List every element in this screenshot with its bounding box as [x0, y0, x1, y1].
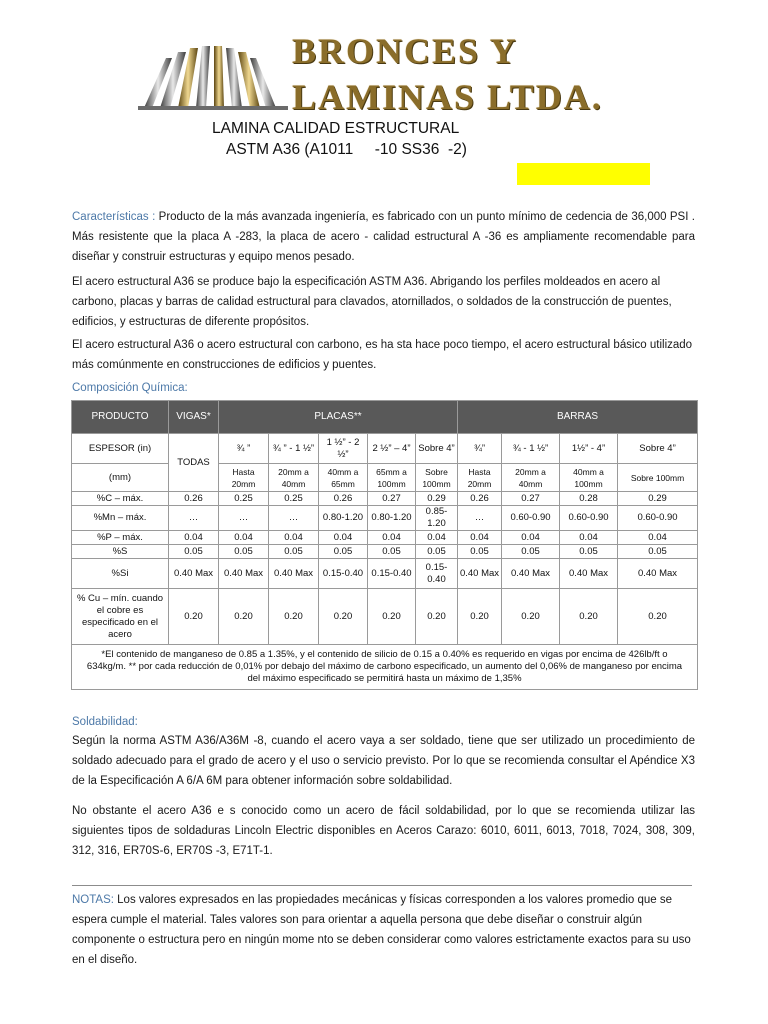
- table-cell: 0.04: [368, 531, 416, 545]
- table-cell: 0.27: [502, 492, 560, 506]
- table-cell: 0.05: [416, 545, 458, 559]
- company-name: [292, 28, 603, 120]
- table-cell: 0.20: [169, 589, 219, 645]
- table-cell: 0.40 Max: [560, 559, 618, 589]
- composition-title: Composición Química:: [72, 382, 188, 394]
- table-header-row: [72, 401, 698, 434]
- size-mm-cell: Hasta 20mm: [458, 464, 502, 492]
- table-cell: 0.20: [560, 589, 618, 645]
- table-cell: 0.05: [458, 545, 502, 559]
- table-cell: 0.05: [618, 545, 698, 559]
- table-cell: 0.05: [368, 545, 416, 559]
- table-cell: 0.20: [458, 589, 502, 645]
- row-label: %S: [72, 545, 169, 559]
- table-row: [72, 589, 698, 645]
- table-cell: 0.40 Max: [618, 559, 698, 589]
- todas-cell: TODAS: [169, 434, 219, 492]
- table-cell: 0.80-1.20: [368, 506, 416, 531]
- table-row: [72, 492, 698, 506]
- caracteristicas-text: Producto de la más avanzada ingeniería, es fabricado con un punto mínimo de cedencia de 36,000 PSI . Más resistente que la placa A -283, la placa de acero - calidad estructural A -36 es ampliamente recomendable para diseñar y construir estructuras y equipo menos pesado.: [72, 211, 695, 263]
- table-cell: …: [219, 506, 269, 531]
- table-row: [72, 545, 698, 559]
- table-row: [72, 531, 698, 545]
- size-mm-cell: Sobre 100mm: [416, 464, 458, 492]
- size-in-cell: 1½” - 4”: [560, 434, 618, 464]
- paragraph-a36-spec: El acero estructural A36 se produce bajo la especificación ASTM A36. Abrigando los perfiles moldeados en acero al carbono, placas y barras de calidad estructural para clavados, atornillados, o soldados de la construcción de puentes, edificios, y estructuras de diferente propósitos.: [72, 276, 672, 328]
- table-row-espesor-mm: [72, 464, 698, 492]
- row-label: %Si: [72, 559, 169, 589]
- size-mm-cell: 40mm a 100mm: [560, 464, 618, 492]
- size-mm-cell: Sobre 100mm: [618, 464, 698, 492]
- table-cell: 0.60-0.90: [618, 506, 698, 531]
- table-cell: 0.26: [319, 492, 368, 506]
- table-cell: 0.05: [319, 545, 368, 559]
- size-mm-cell: 20mm a 40mm: [502, 464, 560, 492]
- table-cell: 0.05: [219, 545, 269, 559]
- document-title: LAMINA CALIDAD ESTRUCTURAL: [212, 120, 460, 137]
- table-cell: 0.05: [169, 545, 219, 559]
- table-cell: 0.20: [618, 589, 698, 645]
- row-label: % Cu – mín. cuando el cobre es especificado en el acero: [72, 589, 169, 645]
- table-cell: 0.85-1.20: [416, 506, 458, 531]
- size-in-cell: Sobre 4”: [416, 434, 458, 464]
- size-mm-cell: 65mm a 100mm: [368, 464, 416, 492]
- size-mm-cell: Hasta 20mm: [219, 464, 269, 492]
- table-cell: 0.40 Max: [502, 559, 560, 589]
- row-label: %P – máx.: [72, 531, 169, 545]
- table-cell: 0.04: [458, 531, 502, 545]
- table-cell: 0.05: [560, 545, 618, 559]
- logo-bars-graphic: [138, 44, 288, 110]
- size-mm-cell: 40mm a 65mm: [319, 464, 368, 492]
- table-cell: 0.20: [269, 589, 319, 645]
- table-cell: 0.04: [169, 531, 219, 545]
- table-cell: 0.15-0.40: [319, 559, 368, 589]
- row-label: %C – máx.: [72, 492, 169, 506]
- size-in-cell: 2 ½” – 4”: [368, 434, 416, 464]
- highlight-box: [517, 163, 650, 185]
- table-cell: 0.05: [502, 545, 560, 559]
- header-vigas: VIGAS*: [169, 401, 219, 434]
- section-divider: [72, 885, 692, 886]
- notas-label: NOTAS:: [72, 894, 114, 906]
- table-cell: 0.26: [458, 492, 502, 506]
- table-cell: 0.29: [416, 492, 458, 506]
- espesor-label: ESPESOR (in): [72, 434, 169, 464]
- size-in-cell: ¾ - 1 ½”: [502, 434, 560, 464]
- table-cell: 0.40 Max: [169, 559, 219, 589]
- table-row: [72, 506, 698, 531]
- table-footnote: *El contenido de manganeso de 0.85 a 1.35%, y el contenido de silicio de 0.15 a 0.40% es requerido en vigas por encima de 426lb/ft o 634kg/m. ** por cada reducción de 0,01% por debajo del máximo de carbono especificado, un aumento del 0,06% de manganeso por encima del máximo especificado se permitirá hasta un máximo de 1,35%: [72, 645, 698, 690]
- table-cell: 0.04: [502, 531, 560, 545]
- caracteristicas-paragraph: [72, 207, 695, 267]
- size-in-cell: ¾ ”: [219, 434, 269, 464]
- table-cell: 0.40 Max: [219, 559, 269, 589]
- table-footnote-row: [72, 645, 698, 690]
- table-cell: 0.60-0.90: [560, 506, 618, 531]
- table-cell: 0.15-0.40: [416, 559, 458, 589]
- company-name-line1: BRONCES Y: [292, 31, 518, 71]
- table-cell: 0.40 Max: [458, 559, 502, 589]
- table-cell: …: [169, 506, 219, 531]
- table-cell: 0.20: [219, 589, 269, 645]
- table-cell: 0.60-0.90: [502, 506, 560, 531]
- table-cell: 0.20: [319, 589, 368, 645]
- paragraph-a36-usage: El acero estructural A36 o acero estructural con carbono, es ha sta hace poco tiempo, el acero estructural básico utilizado más comúnmente en construcciones de edificios y puentes.: [72, 339, 693, 371]
- size-in-cell: 1 ½” - 2 ½”: [319, 434, 368, 464]
- table-cell: 0.25: [269, 492, 319, 506]
- table-cell: 0.05: [269, 545, 319, 559]
- table-cell: 0.15-0.40: [368, 559, 416, 589]
- table-cell: 0.04: [319, 531, 368, 545]
- header-placas: PLACAS**: [219, 401, 458, 434]
- table-cell: 0.27: [368, 492, 416, 506]
- table-cell: …: [458, 506, 502, 531]
- table-cell: 0.80-1.20: [319, 506, 368, 531]
- size-in-cell: Sobre 4”: [618, 434, 698, 464]
- table-cell: 0.26: [169, 492, 219, 506]
- table-cell: 0.40 Max: [269, 559, 319, 589]
- soldabilidad-paragraph-2: No obstante el acero A36 e s conocido como un acero de fácil soldabilidad, por lo que se recomienda utilizar las siguientes tipos de soldaduras Lincoln Electric disponibles en Aceros Carazo: 6010, 6011, 6013, 7018, 7024, 308, 309, 312, 316, ER70S-6, ER70S -3, E71T-1.: [72, 805, 695, 857]
- notas-paragraph: [72, 890, 695, 970]
- caracteristicas-sep: :: [148, 211, 156, 223]
- soldabilidad-title: Soldabilidad:: [72, 716, 138, 728]
- document-subtitle: ASTM A36 (A1011 -10 SS36 -2): [226, 141, 467, 158]
- caracteristicas-label: Características: [72, 211, 149, 223]
- table-cell: …: [269, 506, 319, 531]
- table-cell: 0.20: [502, 589, 560, 645]
- mm-label: (mm): [72, 464, 169, 492]
- size-in-cell: ¾ ” - 1 ½”: [269, 434, 319, 464]
- size-mm-cell: 20mm a 40mm: [269, 464, 319, 492]
- header-producto: PRODUCTO: [72, 401, 169, 434]
- company-name-line2: LAMINAS LTDA.: [292, 77, 603, 117]
- table-cell: 0.04: [269, 531, 319, 545]
- table-cell: 0.20: [368, 589, 416, 645]
- table-row: [72, 559, 698, 589]
- soldabilidad-paragraph-1: Según la norma ASTM A36/A36M -8, cuando el acero vaya a ser soldado, tiene que ser utilizado un procedimiento de soldado adecuado para el grado de acero y el uso o servicio previsto. Por lo que se recomienda consultar el Apéndice X3 de la Especificación A 6/A 6M para obtener información sobre soldabilidad.: [72, 735, 695, 787]
- table-cell: 0.04: [219, 531, 269, 545]
- table-cell: 0.04: [618, 531, 698, 545]
- row-label: %Mn – máx.: [72, 506, 169, 531]
- size-in-cell: ¾”: [458, 434, 502, 464]
- notas-text: Los valores expresados en las propiedades mecánicas y físicas corresponden a los valores promedio que se espera cumple el material. Tales valores son para orientar a aquella persona que debe diseñar o construir algún componente o estructura pero en ningún mome nto se deben considerar como valores estrictamente exactos para su uso en el diseño.: [72, 894, 691, 966]
- header-barras: BARRAS: [458, 401, 698, 434]
- table-cell: 0.20: [416, 589, 458, 645]
- table-row-espesor-in: [72, 434, 698, 464]
- table-cell: 0.04: [416, 531, 458, 545]
- chemical-composition-table: [71, 400, 698, 690]
- table-cell: 0.29: [618, 492, 698, 506]
- table-cell: 0.28: [560, 492, 618, 506]
- table-cell: 0.25: [219, 492, 269, 506]
- table-cell: 0.04: [560, 531, 618, 545]
